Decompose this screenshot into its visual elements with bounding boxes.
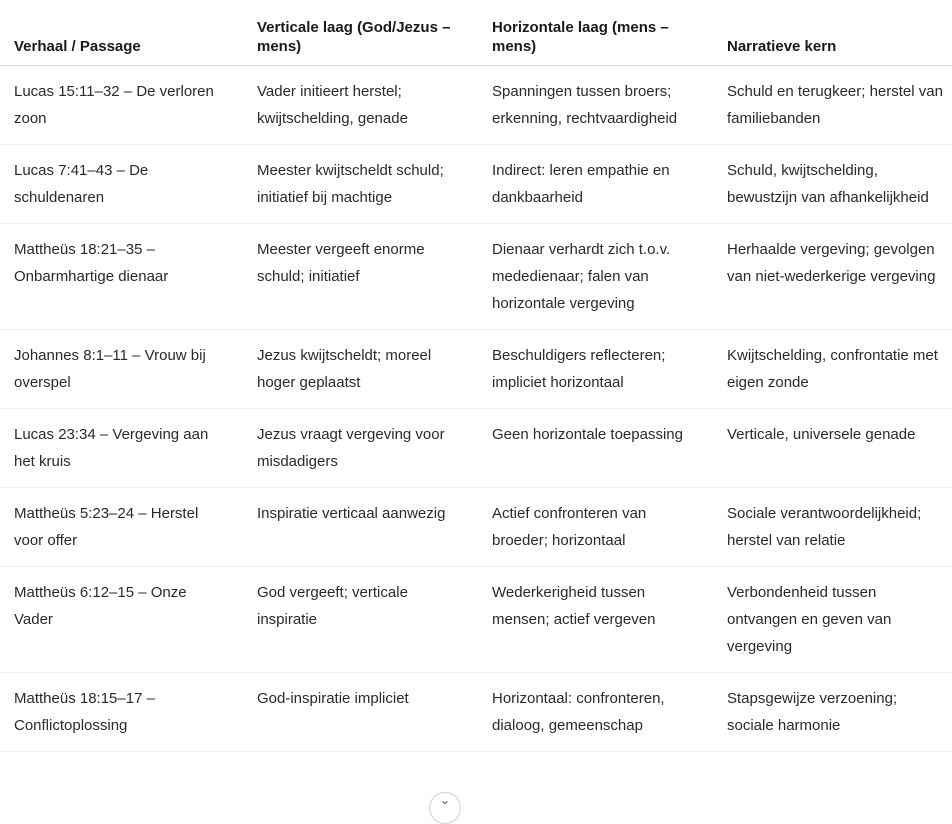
cell-core: Verticale, universele genade <box>713 409 952 488</box>
cell-horizontal: Horizontaal: confronteren, dialoog, gemeenschap <box>478 673 713 752</box>
table-row <box>0 330 952 409</box>
table-row <box>0 224 952 330</box>
cell-horizontal: Geen horizontale toepassing <box>478 409 713 488</box>
scroll-down-button[interactable] <box>429 792 461 824</box>
cell-core: Sociale verantwoordelijkheid; herstel van relatie <box>713 488 952 567</box>
table-row <box>0 488 952 567</box>
table-row <box>0 409 952 488</box>
cell-core: Kwijtschelding, confrontatie met eigen zonde <box>713 330 952 409</box>
cell-vertical: Meester vergeeft enorme schuld; initiatief <box>243 224 478 330</box>
cell-core: Herhaalde vergeving; gevolgen van niet-wederkerige vergeving <box>713 224 952 330</box>
cell-passage: Mattheüs 18:15–17 – Conflictoplossing <box>0 673 243 752</box>
cell-core: Schuld en terugkeer; herstel van familiebanden <box>713 66 952 145</box>
cell-vertical: Jezus kwijtscheldt; moreel hoger geplaatst <box>243 330 478 409</box>
cell-horizontal: Actief confronteren van broeder; horizontaal <box>478 488 713 567</box>
cell-vertical: God vergeeft; verticale inspiratie <box>243 567 478 673</box>
column-header-horizontal: Horizontale laag (mens – mens) <box>478 0 713 66</box>
cell-horizontal: Spanningen tussen broers; erkenning, rechtvaardigheid <box>478 66 713 145</box>
cell-vertical: God-inspiratie impliciet <box>243 673 478 752</box>
cell-passage: Lucas 7:41–43 – De schuldenaren <box>0 145 243 224</box>
table-row <box>0 145 952 224</box>
cell-horizontal: Indirect: leren empathie en dankbaarheid <box>478 145 713 224</box>
column-header-passage: Verhaal / Passage <box>0 0 243 66</box>
cell-passage: Lucas 23:34 – Vergeving aan het kruis <box>0 409 243 488</box>
column-header-vertical: Verticale laag (God/Jezus – mens) <box>243 0 478 66</box>
cell-vertical: Inspiratie verticaal aanwezig <box>243 488 478 567</box>
cell-passage: Lucas 15:11–32 – De verloren zoon <box>0 66 243 145</box>
table-row <box>0 673 952 752</box>
cell-core: Schuld, kwijtschelding, bewustzijn van afhankelijkheid <box>713 145 952 224</box>
cell-vertical: Jezus vraagt vergeving voor misdadigers <box>243 409 478 488</box>
cell-passage: Mattheüs 6:12–15 – Onze Vader <box>0 567 243 673</box>
column-header-core: Narratieve kern <box>713 0 952 66</box>
cell-horizontal: Wederkerigheid tussen mensen; actief vergeven <box>478 567 713 673</box>
cell-core: Stapsgewijze verzoening; sociale harmonie <box>713 673 952 752</box>
cell-vertical: Meester kwijtscheldt schuld; initiatief bij machtige <box>243 145 478 224</box>
table-header-row <box>0 0 952 66</box>
table-row <box>0 567 952 673</box>
chevron-down-icon: ⌄ <box>439 793 451 807</box>
cell-passage: Johannes 8:1–11 – Vrouw bij overspel <box>0 330 243 409</box>
cell-horizontal: Beschuldigers reflecteren; impliciet horizontaal <box>478 330 713 409</box>
cell-core: Verbondenheid tussen ontvangen en geven van vergeving <box>713 567 952 673</box>
cell-vertical: Vader initieert herstel; kwijtschelding, genade <box>243 66 478 145</box>
cell-passage: Mattheüs 18:21–35 – Onbarmhartige dienaar <box>0 224 243 330</box>
cell-horizontal: Dienaar verhardt zich t.o.v. mededienaar; falen van horizontale vergeving <box>478 224 713 330</box>
table-row <box>0 66 952 145</box>
cell-passage: Mattheüs 5:23–24 – Herstel voor offer <box>0 488 243 567</box>
